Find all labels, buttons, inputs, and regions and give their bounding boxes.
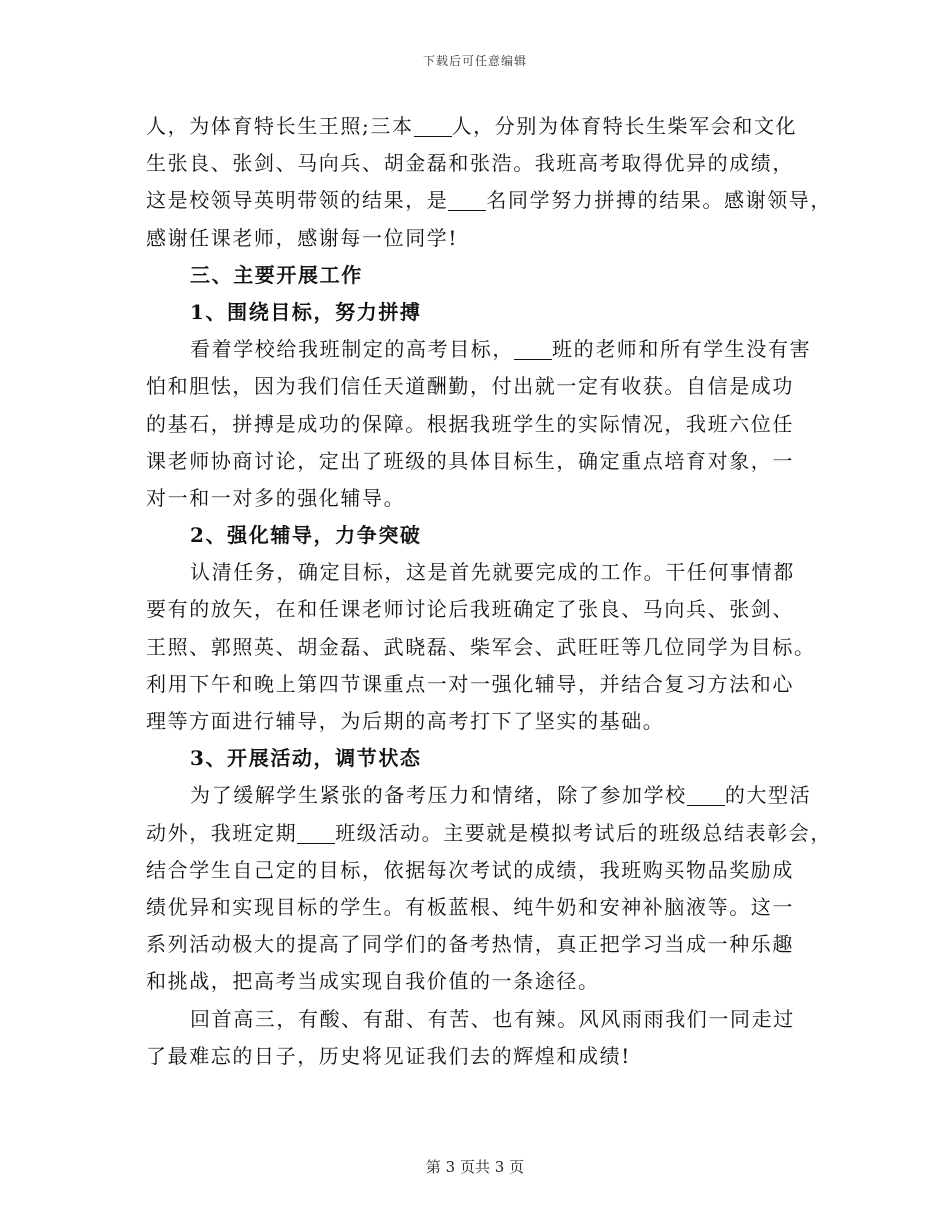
text-segment: 班级活动。主要就是模拟考试后的班级总结表彰会，	[335, 820, 833, 845]
body-line: 系列活动极大的提高了同学们的备考热情，真正把学习当成一种乐趣	[146, 932, 794, 957]
text-segment: 班的老师和所有学生没有害	[552, 337, 812, 362]
body-line	[146, 815, 833, 852]
fill-blank	[297, 823, 335, 844]
body-line: 王照、郭照英、胡金磊、武晓磊、柴军会、武旺旺等几位同学为目标。	[146, 634, 816, 659]
fill-blank	[514, 339, 552, 360]
body-line: 了最难忘的日子，历史将见证我们去的辉煌和成绩!	[146, 1043, 631, 1068]
body-line: 生张良、张剑、马向兵、胡金磊和张浩。我班高考取得优异的成绩，	[146, 151, 794, 176]
text-segment: 人，分别为体育特长生柴军会和文化	[451, 114, 798, 138]
body-line: 认清任务，确定目标，这是首先就要完成的工作。干任何事情都	[190, 560, 795, 585]
fill-blank	[414, 116, 452, 137]
text-segment: 动外，我班定期	[146, 820, 298, 845]
body-line: 要有的放矢，在和任课老师讨论后我班确定了张良、马向兵、张剑、	[146, 597, 794, 622]
body-line: 对一和一对多的强化辅导。	[146, 485, 406, 510]
fill-blank	[687, 785, 725, 806]
text-segment: 的大型活	[724, 783, 812, 808]
body-line: 回首高三，有酸、有甜、有苦、也有辣。风风雨雨我们一同走过	[190, 1006, 795, 1031]
section-heading: 三、主要开展工作	[190, 262, 363, 287]
text-segment: 看着学校给我班制定的高考目标，	[190, 337, 514, 362]
text-segment: 这是校领导英明带领的结果，是	[146, 188, 449, 213]
body-line: 感谢任课老师，感谢每一位同学!	[146, 225, 459, 250]
body-line: 的基石，拼搏是成功的保障。根据我班学生的实际情况，我班六位任	[146, 411, 794, 436]
text-segment: 名同学努力拼搏的结果。感谢领导，	[486, 188, 833, 213]
body-line: 绩优异和实现目标的学生。有板蓝根、纯牛奶和安神补脑液等。这一	[146, 894, 794, 919]
subsection-heading: 1、围绕目标，努力拼搏	[190, 299, 422, 324]
body-line: 怕和胆怯，因为我们信任天道酬勤，付出就一定有收获。自信是成功	[146, 374, 794, 399]
body-line: 理等方面进行辅导，为后期的高考打下了坚实的基础。	[146, 709, 665, 733]
text-segment: 人，为体育特长生王照;三本	[146, 114, 414, 138]
body-line: 利用下午和晚上第四节课重点一对一强化辅导，并结合复习方法和心	[146, 671, 794, 696]
fill-blank	[448, 190, 486, 211]
subsection-heading: 2、强化辅导，力争突破	[190, 523, 422, 548]
subsection-heading: 3、开展活动，调节状态	[190, 746, 422, 771]
body-line: 结合学生自己定的目标，依据每次考试的成绩，我班购买物品奖励成	[146, 857, 794, 882]
body-line	[146, 777, 826, 814]
page-header: 下载后可任意编辑	[422, 54, 527, 68]
text-segment: 为了缓解学生紧张的备考压力和情绪，除了参加学校	[190, 783, 687, 808]
page-footer: 第 3 页共 3 页	[425, 1158, 525, 1176]
body-line	[146, 331, 826, 368]
body-line	[146, 108, 826, 145]
document-body	[146, 108, 833, 1075]
body-line: 课老师协商讨论，定出了班级的具体目标生，确定重点培育对象，一	[146, 448, 794, 473]
body-line	[146, 182, 833, 219]
body-line: 和挑战，把高考当成实现自我价值的一条途径。	[146, 969, 600, 994]
